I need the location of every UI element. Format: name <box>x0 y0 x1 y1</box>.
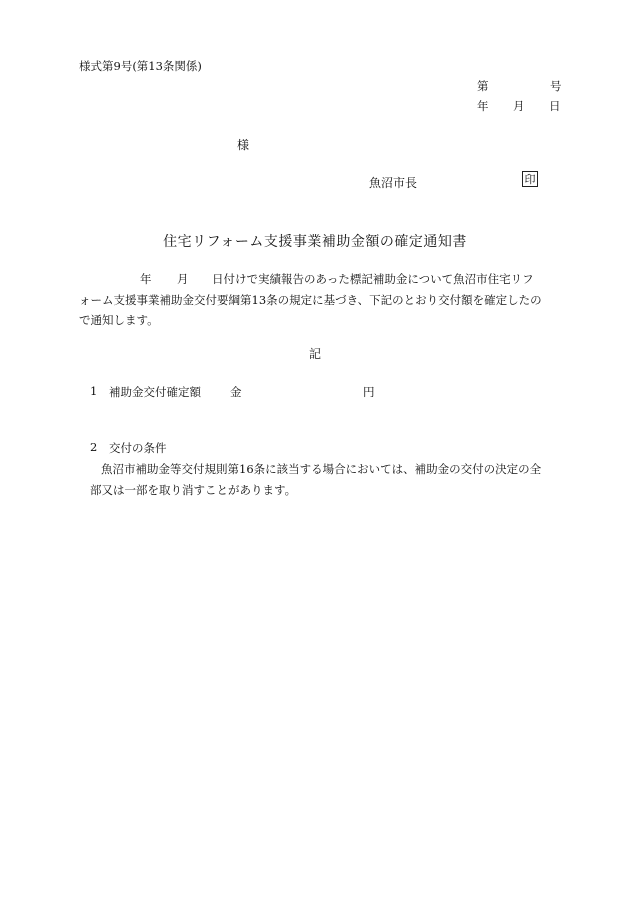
body-year: 年 <box>140 272 152 286</box>
item-1-label: 補助金交付確定額 <box>109 385 201 399</box>
seal-stamp: 印 <box>522 171 538 187</box>
item-1-number: 1 <box>90 384 98 398</box>
body-line-1: 日付けで実績報告のあった標記補助金について魚沼市住宅リフ <box>212 272 534 286</box>
item-1-yen: 円 <box>363 385 375 399</box>
body-line-2: ォーム支援事業補助金交付要綱第13条の規定に基づき、下記のとおり交付額を確定したの <box>79 293 542 307</box>
issue-date-month: 月 <box>513 99 525 113</box>
document-title: 住宅リフォーム支援事業補助金額の確定通知書 <box>163 234 467 250</box>
addressee-suffix: 様 <box>237 138 250 152</box>
ki-heading: 記 <box>308 347 321 361</box>
item-2-line-2: 部又は一部を取り消すことがあります。 <box>90 483 297 497</box>
sender-name: 魚沼市長 <box>369 176 418 190</box>
form-number: 様式第9号(第13条関係) <box>79 59 202 73</box>
body-month: 月 <box>177 272 189 286</box>
issue-date-year: 年 <box>477 99 489 113</box>
item-2-line-1: 魚沼市補助金等交付規則第16条に該当する場合においては、補助金の交付の決定の全 <box>101 462 542 476</box>
item-1-kin: 金 <box>230 385 242 399</box>
item-2-number: 2 <box>90 440 98 454</box>
body-line-3: で通知します。 <box>79 313 159 327</box>
document-number-go: 号 <box>550 79 562 93</box>
document-number-dai: 第 <box>477 79 489 93</box>
item-2-label: 交付の条件 <box>109 441 167 455</box>
issue-date-day: 日 <box>549 99 561 113</box>
